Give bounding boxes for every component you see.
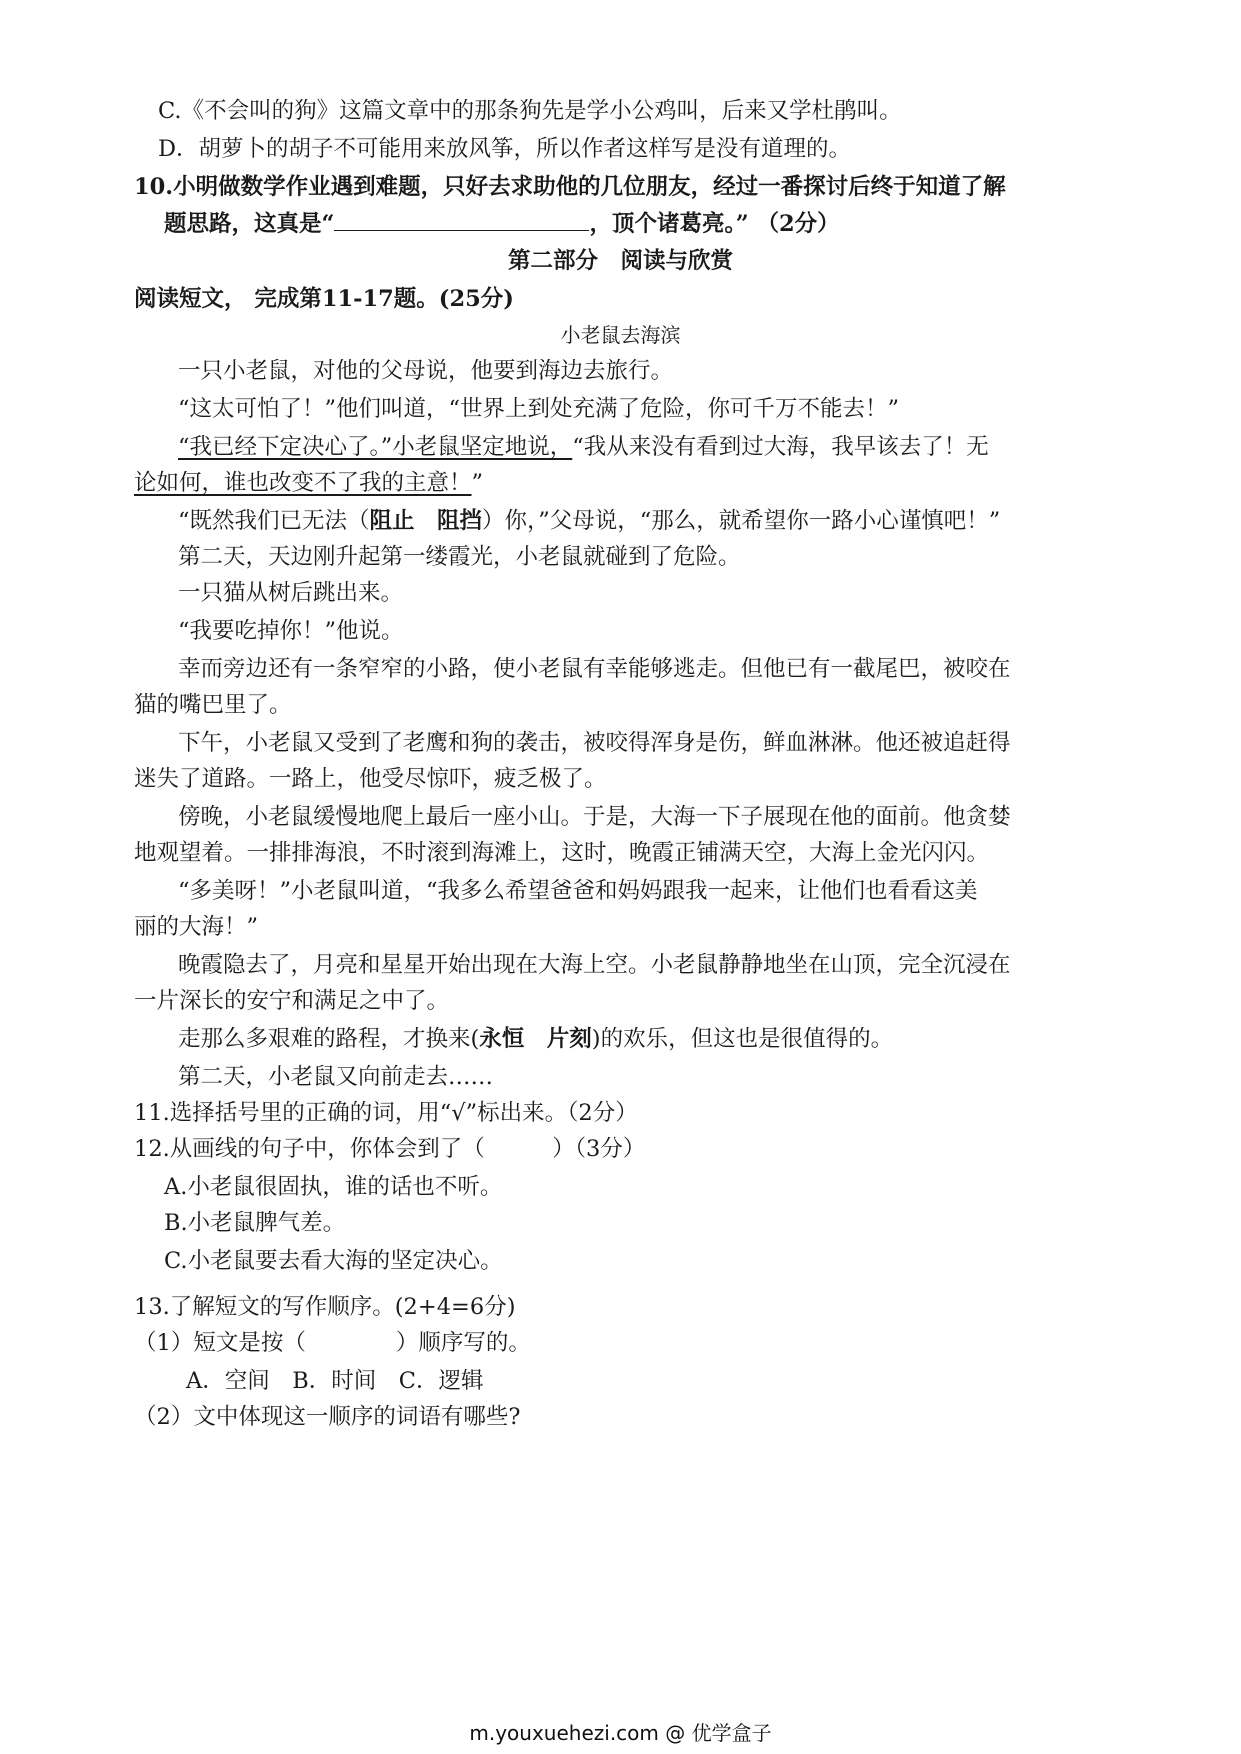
question-10-line1: 10.小明做数学作业遇到难题，只好去求助他的几位朋友，经过一番探讨后终于知道了解 [134,174,1006,200]
story-paragraph-10-line1: 傍晚，小老鼠缓慢地爬上最后一座小山。于是，大海一下子展现在他的面前。他贪婪 [178,804,1011,830]
story-paragraph-9-line2: 迷失了道路。一路上，他受尽惊吓，疲乏极了。 [134,766,607,792]
story-paragraph-9-line1: 下午，小老鼠又受到了老鹰和狗的袭击，被咬得浑身是伤，鲜血淋淋。他还被追赶得 [178,730,1011,756]
question-11: 11.选择括号里的正确的词，用“√”标出来。（2分） [134,1100,638,1126]
question-12-option-a[interactable]: A.小老鼠很固执，谁的话也不听。 [164,1174,503,1200]
story-paragraph-3-line2 [134,468,483,498]
story-paragraph-3-line1-rest: “我从来没有看到过大海，我早该去了！无 [572,434,989,460]
question-13: 13.了解短文的写作顺序。(2+4=6分) [134,1294,516,1320]
story-paragraph-1: 一只小老鼠，对他的父母说，他要到海边去旅行。 [178,358,674,384]
story-paragraph-13 [178,1024,893,1054]
word-choice-2[interactable]: 永恒 片刻 [479,1026,592,1052]
story-paragraph-4-end: ）你，”父母说，“那么，就希望你一路小心谨慎吧！” [482,508,1001,534]
question-10-before-blank: 题思路，这真是“ [164,211,335,237]
story-paragraph-7: “我要吃掉你！”他说。 [178,618,404,644]
story-paragraph-12-line2: 一片深长的安宁和满足之中了。 [134,988,450,1014]
story-paragraph-2: “这太可怕了！”他们叫道，“世界上到处充满了危险，你可千万不能去！” [178,396,900,422]
story-paragraph-4 [178,506,1000,536]
question-13-part-1-options[interactable]: A．空间 B．时间 C．逻辑 [186,1368,484,1394]
question-13-part-2: （2）文中体现这一顺序的词语有哪些? [134,1404,521,1430]
underlined-sentence: “我已经下定决心了。”小老鼠坚定地说， [178,434,573,460]
story-paragraph-13-end: )的欢乐，但这也是很值得的。 [591,1026,894,1052]
story-paragraph-14: 第二天，小老鼠又向前走去…… [178,1064,494,1090]
story-title: 小老鼠去海滨 [560,323,681,347]
story-paragraph-11-line1: “多美呀！”小老鼠叫道，“我多么希望爸爸和妈妈跟我一起来，让他们也看看这美 [178,878,978,904]
story-paragraph-11-line2: 丽的大海！” [134,914,259,940]
answer-blank[interactable] [334,208,589,231]
story-paragraph-12-line1: 晚霞隐去了，月亮和星星开始出现在大海上空。小老鼠静静地坐在山顶，完全沉浸在 [178,952,1011,978]
section-title: 第二部分 阅读与欣赏 [507,248,733,274]
option-d: D．胡萝卜的胡子不可能用来放风筝，所以作者这样写是没有道理的。 [158,136,852,162]
story-paragraph-8-line1: 幸而旁边还有一条窄窄的小路，使小老鼠有幸能够逃走。但他已有一截尾巴，被咬在 [178,656,1011,682]
story-paragraph-4-start: “既然我们已无法（ [178,508,370,534]
story-paragraph-3-line1 [178,432,989,462]
question-12-option-c[interactable]: C.小老鼠要去看大海的坚定决心。 [164,1248,503,1274]
word-choice-1[interactable]: 阻止 阻挡 [369,508,483,534]
underlined-sentence-end: 论如何，谁也改变不了我的主意！ [134,470,472,496]
question-12-option-b[interactable]: B.小老鼠脾气差。 [164,1210,346,1236]
option-c: C.《不会叫的狗》这篇文章中的那条狗先是学小公鸡叫，后来又学杜鹃叫。 [158,98,902,124]
question-13-part-1: （1）短文是按（ ）顺序写的。 [134,1330,531,1356]
story-paragraph-10-line2: 地观望着。一排排海浪，不时滚到海滩上，这时，晚霞正铺满天空，大海上金光闪闪。 [134,840,990,866]
story-paragraph-6: 一只猫从树后跳出来。 [178,580,404,606]
question-12: 12.从画线的句子中，你体会到了（ ）（3分） [134,1136,646,1162]
closing-quote: ” [471,470,484,496]
story-paragraph-8-line2: 猫的嘴巴里了。 [134,692,292,718]
footer-watermark: m.youxuehezi.com @ 优学盒子 [469,1721,772,1745]
reading-instruction: 阅读短文， 完成第11-17题。(25分) [134,286,514,312]
story-paragraph-5: 第二天，天边刚升起第一缕霞光，小老鼠就碰到了危险。 [178,544,741,570]
question-10-line2 [164,208,840,239]
question-10-after-blank: ，顶个诸葛亮。” （2分） [589,211,840,237]
story-paragraph-13-start: 走那么多艰难的路程，才换来( [178,1026,480,1052]
